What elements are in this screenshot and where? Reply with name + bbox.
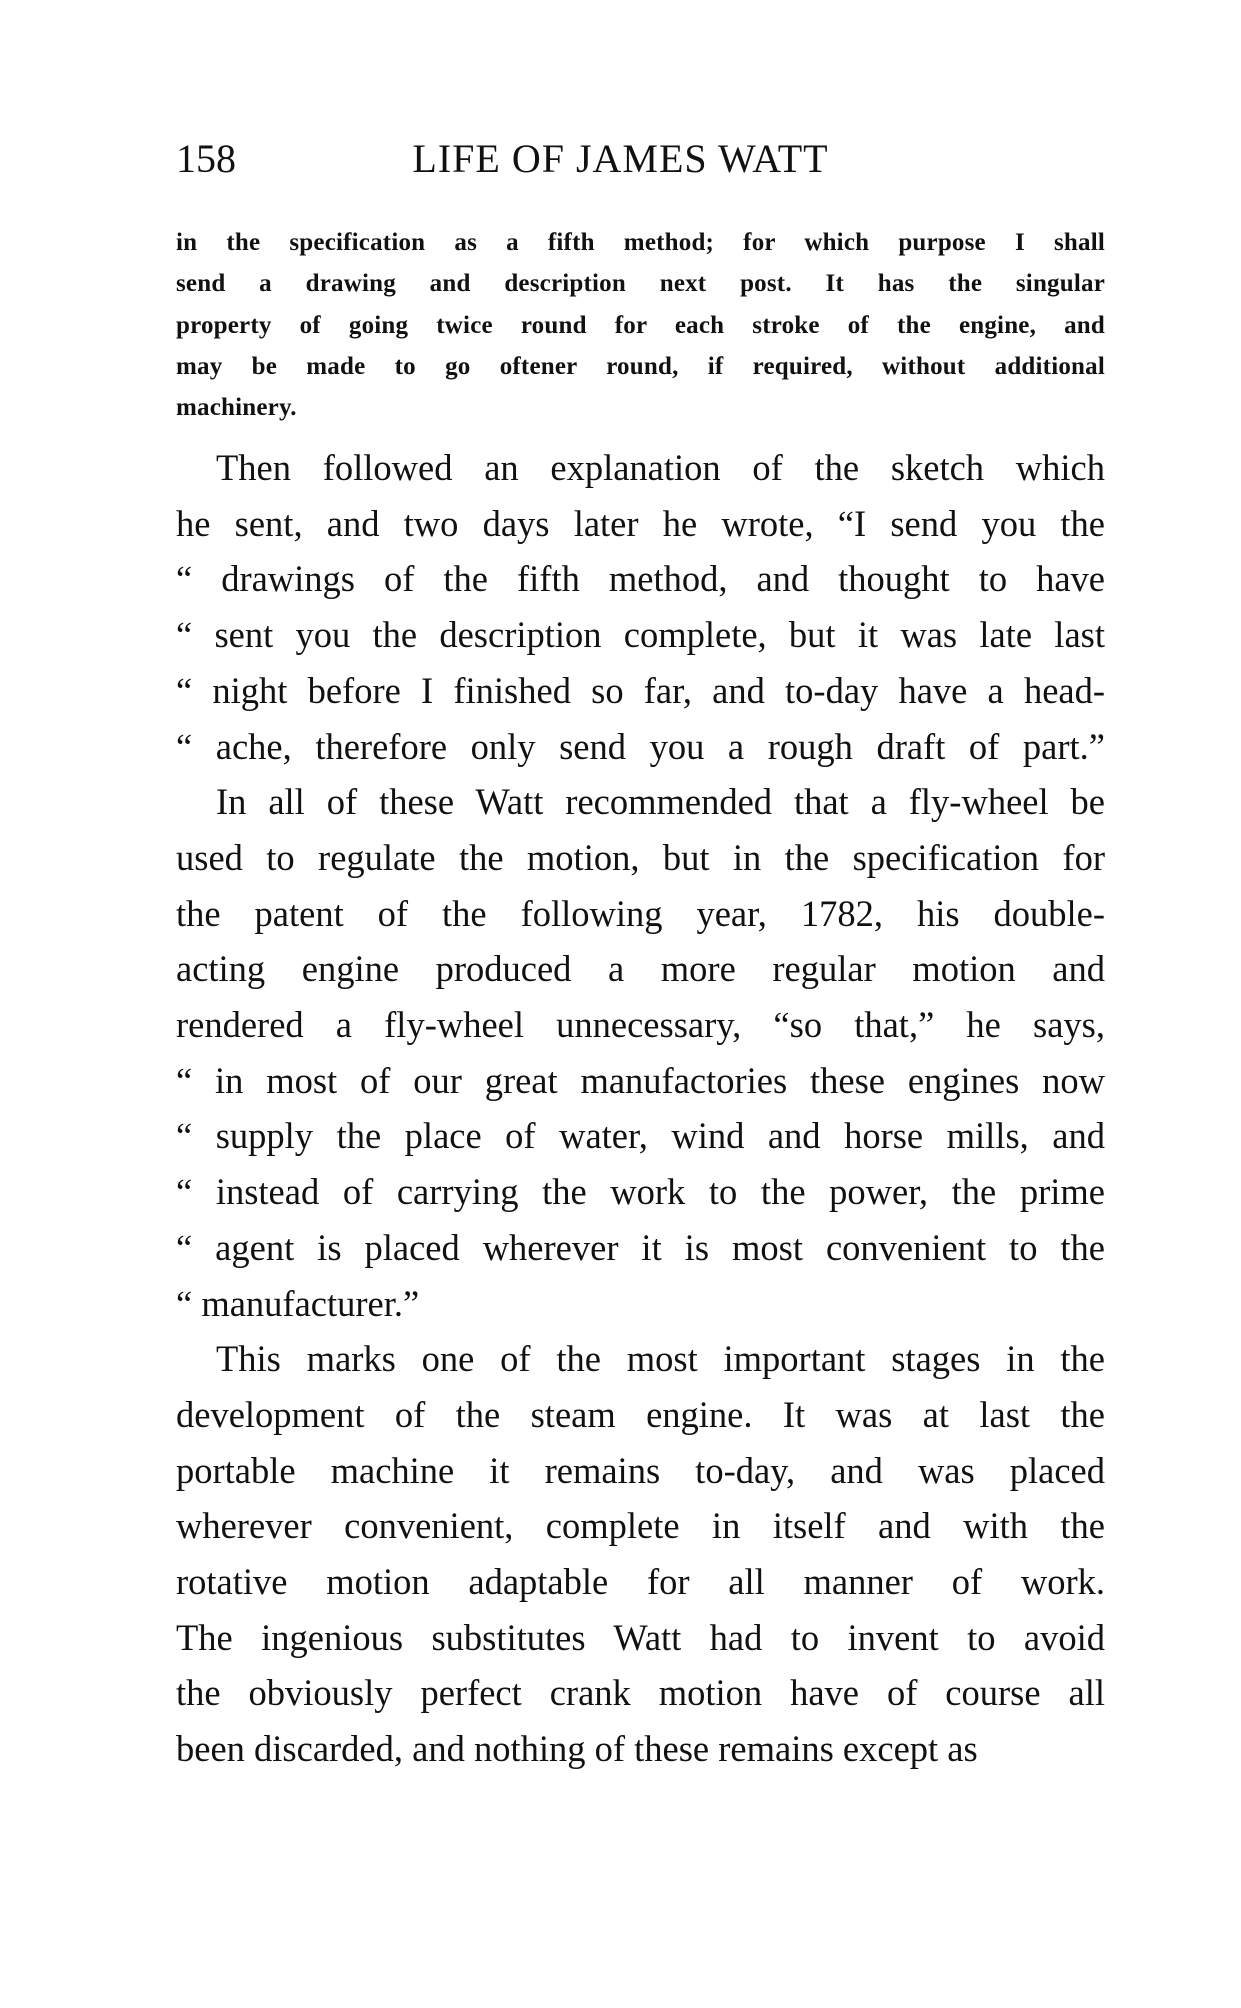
body-line: “ supply the place of water, wind and horse mills, and xyxy=(176,1115,1105,1157)
quote-line: in the specification as a fifth method; for which purpose I shall xyxy=(176,229,1105,256)
body-line: “ agent is placed wherever it is most convenient to the xyxy=(176,1226,1105,1268)
quote-line: machinery. xyxy=(176,394,297,422)
quote-line: property of going twice round for each stroke of the engine, and xyxy=(176,311,1105,339)
body-line: “ night before I finished so far, and to-day have a head- xyxy=(176,669,1105,711)
body-line: been discarded, and nothing of these remains except as xyxy=(176,1728,978,1770)
page-number: 158 xyxy=(176,136,236,181)
body-line: “ in most of our great manufactories these engines now xyxy=(176,1059,1105,1101)
body-line: portable machine it remains to-day, and was placed xyxy=(176,1449,1105,1491)
body-line: “ instead of carrying the work to the power, the prime xyxy=(176,1171,1105,1213)
body-line: used to regulate the motion, but in the specification for xyxy=(176,836,1105,878)
quote-line: send a drawing and description next post. It has the singular xyxy=(176,270,1105,298)
body-line: the patent of the following year, 1782, his double- xyxy=(176,892,1105,934)
body-line: “ drawings of the fifth method, and thought to have xyxy=(176,558,1105,600)
body-line: Then followed an explanation of the sketch which xyxy=(216,447,1105,488)
body-line: acting engine produced a more regular motion and xyxy=(176,948,1105,990)
body-line: This marks one of the most important stages in the xyxy=(216,1338,1105,1380)
body-line: “ manufacturer.” xyxy=(176,1282,420,1324)
body-line: rotative motion adaptable for all manner of work. xyxy=(176,1561,1105,1602)
running-title: LIFE OF JAMES WATT xyxy=(412,136,829,181)
body-line: the obviously perfect crank motion have of course all xyxy=(176,1672,1105,1714)
body-line: rendered a fly-wheel unnecessary, “so that,” he says, xyxy=(176,1004,1105,1045)
quote-line: may be made to go oftener round, if required, without additional xyxy=(176,352,1105,380)
body-line: he sent, and two days later he wrote, “I send you the xyxy=(176,502,1105,544)
body-line: development of the steam engine. It was at last the xyxy=(176,1393,1105,1435)
body-line: In all of these Watt recommended that a fly-wheel be xyxy=(216,781,1105,823)
body-line: The ingenious substitutes Watt had to invent to avoid xyxy=(176,1616,1105,1658)
body-line: wherever convenient, complete in itself and with the xyxy=(176,1505,1105,1547)
body-line: “ sent you the description complete, but it was late last xyxy=(176,614,1105,656)
body-line: “ ache, therefore only send you a rough draft of part.” xyxy=(176,725,1105,767)
